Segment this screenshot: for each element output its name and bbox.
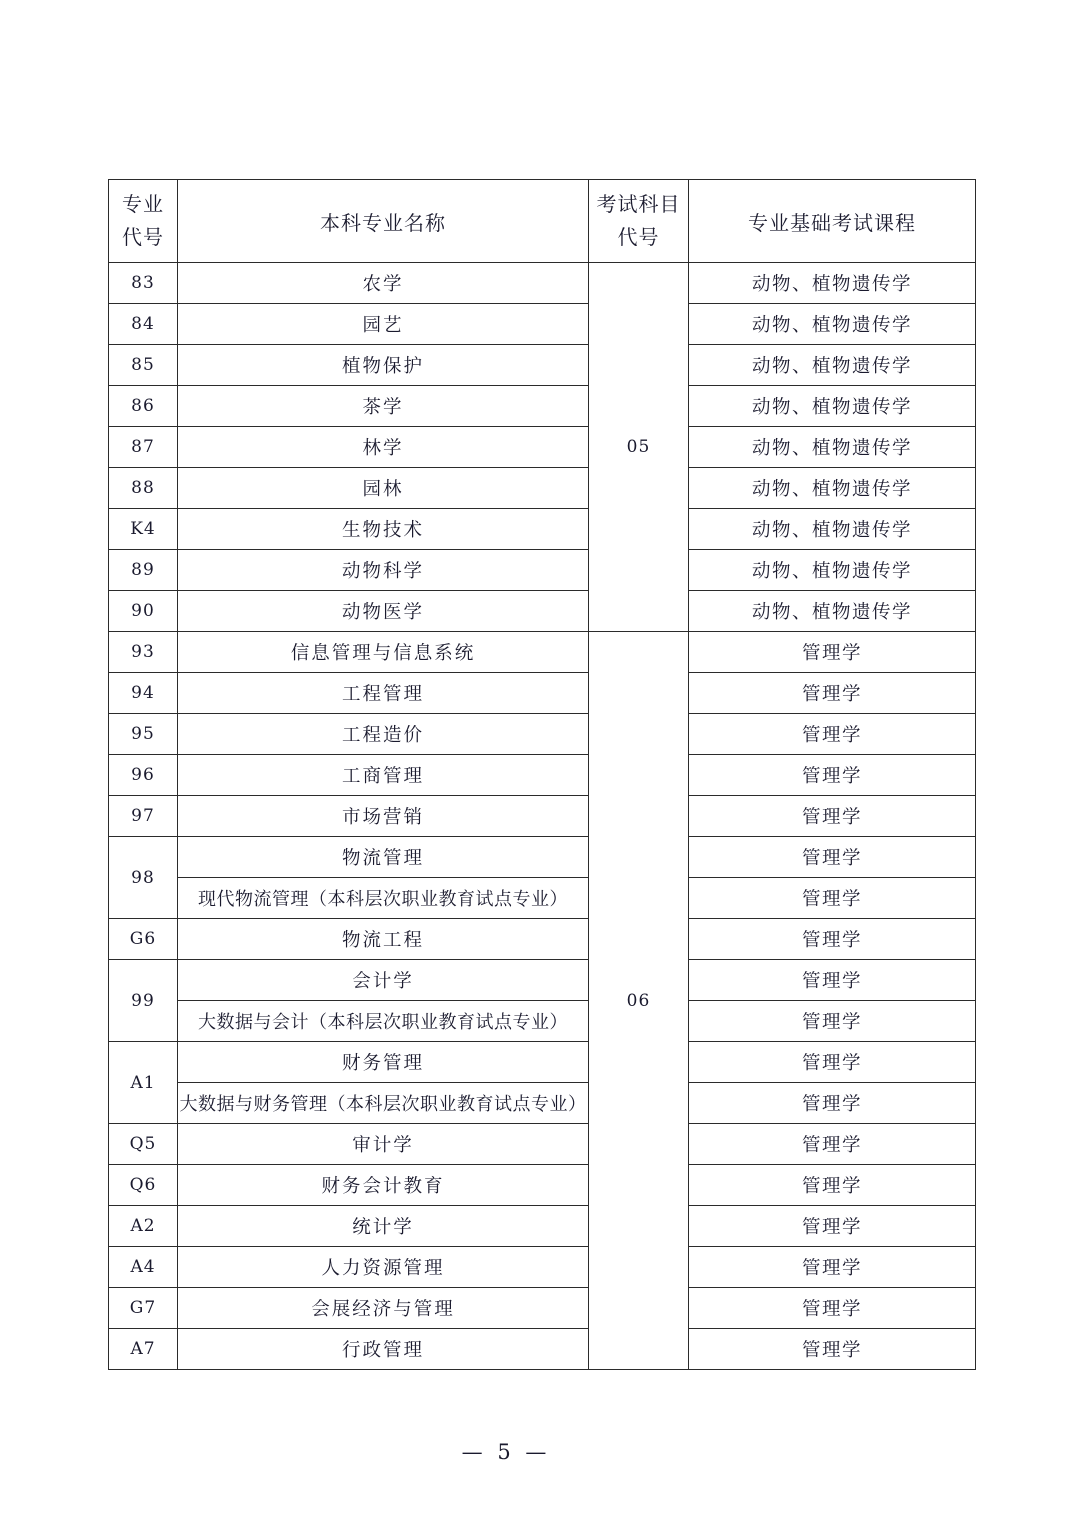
basic-course-cell: 动物、植物遗传学 bbox=[689, 509, 976, 550]
major-name-cell: 大数据与财务管理（本科层次职业教育试点专业） bbox=[178, 1083, 589, 1124]
table-row bbox=[109, 878, 976, 919]
major-code-cell: 99 bbox=[109, 960, 178, 1042]
table-row bbox=[109, 960, 976, 1001]
major-code-cell: 85 bbox=[109, 345, 178, 386]
major-code-cell: G7 bbox=[109, 1288, 178, 1329]
table-row bbox=[109, 755, 976, 796]
major-name-cell: 现代物流管理（本科层次职业教育试点专业） bbox=[178, 878, 589, 919]
major-name-cell: 林学 bbox=[178, 427, 589, 468]
major-name-cell: 农学 bbox=[178, 263, 589, 304]
header-major-name: 本科专业名称 bbox=[178, 180, 589, 263]
major-code-cell: 89 bbox=[109, 550, 178, 591]
basic-course-cell: 管理学 bbox=[689, 1042, 976, 1083]
basic-course-cell: 管理学 bbox=[689, 714, 976, 755]
major-code-cell: 93 bbox=[109, 632, 178, 673]
major-name-cell: 财务会计教育 bbox=[178, 1165, 589, 1206]
table-row bbox=[109, 509, 976, 550]
major-name-cell: 信息管理与信息系统 bbox=[178, 632, 589, 673]
major-code-cell: 96 bbox=[109, 755, 178, 796]
major-name-cell: 动物医学 bbox=[178, 591, 589, 632]
major-code-cell: 95 bbox=[109, 714, 178, 755]
major-code-cell: 90 bbox=[109, 591, 178, 632]
major-name-cell: 统计学 bbox=[178, 1206, 589, 1247]
major-name-cell: 物流工程 bbox=[178, 919, 589, 960]
major-code-cell: 84 bbox=[109, 304, 178, 345]
major-name-cell: 物流管理 bbox=[178, 837, 589, 878]
table-row bbox=[109, 714, 976, 755]
major-name-cell: 园艺 bbox=[178, 304, 589, 345]
table-body bbox=[109, 263, 976, 1370]
page-footer bbox=[0, 1440, 1080, 1464]
basic-course-cell: 动物、植物遗传学 bbox=[689, 345, 976, 386]
basic-course-cell: 管理学 bbox=[689, 1083, 976, 1124]
basic-course-cell: 动物、植物遗传学 bbox=[689, 427, 976, 468]
table-header bbox=[109, 180, 976, 263]
major-name-cell: 工程管理 bbox=[178, 673, 589, 714]
table-row bbox=[109, 919, 976, 960]
major-name-cell: 行政管理 bbox=[178, 1329, 589, 1370]
major-name-cell: 茶学 bbox=[178, 386, 589, 427]
page-number: — 5 — bbox=[461, 1440, 551, 1464]
table-row bbox=[109, 837, 976, 878]
basic-course-cell: 动物、植物遗传学 bbox=[689, 591, 976, 632]
basic-course-cell: 管理学 bbox=[689, 1288, 976, 1329]
major-code-cell: Q6 bbox=[109, 1165, 178, 1206]
major-code-cell: Q5 bbox=[109, 1124, 178, 1165]
major-name-cell: 会计学 bbox=[178, 960, 589, 1001]
header-row bbox=[109, 180, 976, 263]
major-name-cell: 植物保护 bbox=[178, 345, 589, 386]
table-row bbox=[109, 550, 976, 591]
major-name-cell: 大数据与会计（本科层次职业教育试点专业） bbox=[178, 1001, 589, 1042]
major-code-cell: A2 bbox=[109, 1206, 178, 1247]
major-name-cell: 工商管理 bbox=[178, 755, 589, 796]
basic-course-cell: 管理学 bbox=[689, 1329, 976, 1370]
table-row bbox=[109, 1288, 976, 1329]
major-name-cell: 人力资源管理 bbox=[178, 1247, 589, 1288]
basic-course-cell: 管理学 bbox=[689, 1124, 976, 1165]
exam-subject-code-cell: 05 bbox=[589, 263, 689, 632]
table-row bbox=[109, 1042, 976, 1083]
header-major-code bbox=[109, 180, 178, 263]
table-row bbox=[109, 468, 976, 509]
table-row bbox=[109, 673, 976, 714]
basic-course-cell: 管理学 bbox=[689, 632, 976, 673]
basic-course-cell: 管理学 bbox=[689, 919, 976, 960]
major-name-cell: 会展经济与管理 bbox=[178, 1288, 589, 1329]
header-major-code-line1: 专业 bbox=[122, 192, 164, 216]
header-basic-course: 专业基础考试课程 bbox=[689, 180, 976, 263]
major-code-cell: 86 bbox=[109, 386, 178, 427]
table-row bbox=[109, 1329, 976, 1370]
table-row bbox=[109, 1124, 976, 1165]
major-code-cell: G6 bbox=[109, 919, 178, 960]
basic-course-cell: 管理学 bbox=[689, 1247, 976, 1288]
major-code-cell: A1 bbox=[109, 1042, 178, 1124]
basic-course-cell: 动物、植物遗传学 bbox=[689, 386, 976, 427]
basic-course-cell: 管理学 bbox=[689, 837, 976, 878]
major-code-cell: 98 bbox=[109, 837, 178, 919]
header-subject-code bbox=[589, 180, 689, 263]
major-code-cell: 87 bbox=[109, 427, 178, 468]
table-row bbox=[109, 591, 976, 632]
table-row bbox=[109, 304, 976, 345]
major-name-cell: 动物科学 bbox=[178, 550, 589, 591]
basic-course-cell: 管理学 bbox=[689, 755, 976, 796]
basic-course-cell: 管理学 bbox=[689, 1165, 976, 1206]
exam-subject-code-cell: 06 bbox=[589, 632, 689, 1370]
major-code-cell: A7 bbox=[109, 1329, 178, 1370]
header-major-code-line2: 代号 bbox=[122, 225, 164, 249]
basic-course-cell: 管理学 bbox=[689, 796, 976, 837]
table-row bbox=[109, 1206, 976, 1247]
table-row bbox=[109, 1247, 976, 1288]
table-row bbox=[109, 386, 976, 427]
basic-course-cell: 管理学 bbox=[689, 1001, 976, 1042]
major-name-cell: 工程造价 bbox=[178, 714, 589, 755]
header-subject-code-line1: 考试科目 bbox=[596, 192, 681, 216]
table-row bbox=[109, 345, 976, 386]
table-row bbox=[109, 1001, 976, 1042]
table-row bbox=[109, 1165, 976, 1206]
basic-course-cell: 管理学 bbox=[689, 1206, 976, 1247]
major-exam-subject-table bbox=[108, 179, 976, 1370]
table-row bbox=[109, 427, 976, 468]
basic-course-cell: 管理学 bbox=[689, 878, 976, 919]
major-code-cell: 94 bbox=[109, 673, 178, 714]
basic-course-cell: 管理学 bbox=[689, 960, 976, 1001]
basic-course-cell: 动物、植物遗传学 bbox=[689, 304, 976, 345]
major-name-cell: 园林 bbox=[178, 468, 589, 509]
basic-course-cell: 动物、植物遗传学 bbox=[689, 468, 976, 509]
major-name-cell: 市场营销 bbox=[178, 796, 589, 837]
basic-course-cell: 动物、植物遗传学 bbox=[689, 263, 976, 304]
major-code-cell: K4 bbox=[109, 509, 178, 550]
basic-course-cell: 动物、植物遗传学 bbox=[689, 550, 976, 591]
header-subject-code-line2: 代号 bbox=[617, 225, 660, 249]
table-row bbox=[109, 796, 976, 837]
basic-course-cell: 管理学 bbox=[689, 673, 976, 714]
table-row bbox=[109, 632, 976, 673]
major-name-cell: 审计学 bbox=[178, 1124, 589, 1165]
major-name-cell: 财务管理 bbox=[178, 1042, 589, 1083]
major-code-cell: A4 bbox=[109, 1247, 178, 1288]
major-code-cell: 88 bbox=[109, 468, 178, 509]
table-row bbox=[109, 1083, 976, 1124]
major-code-cell: 97 bbox=[109, 796, 178, 837]
major-name-cell: 生物技术 bbox=[178, 509, 589, 550]
table-row bbox=[109, 263, 976, 304]
major-code-cell: 83 bbox=[109, 263, 178, 304]
